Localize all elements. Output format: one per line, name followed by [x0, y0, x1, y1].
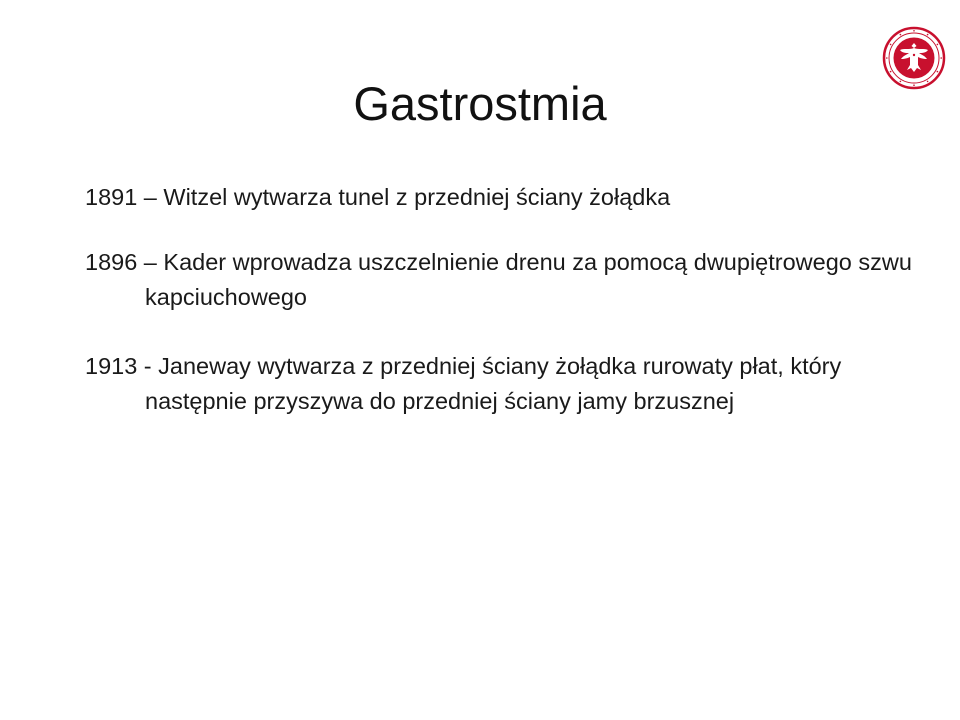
slide-title: Gastrostmia: [353, 77, 607, 130]
timeline-entry-1891: 1891 – Witzel wytwarza tunel z przedniej ściany żołądka: [85, 184, 671, 210]
timeline-entry-1913: 1913 - Janeway wytwarza z przedniej ściany żołądka rurowaty płat, który następnie przyszywa do przedniej ściany jamy brzusznej: [85, 353, 842, 414]
slide-body: [85, 180, 915, 419]
timeline-entry-1896: 1896 – Kader wprowadza uszczelnienie drenu za pomocą dwupiętrowego szwu kapciuchowego: [85, 249, 912, 310]
